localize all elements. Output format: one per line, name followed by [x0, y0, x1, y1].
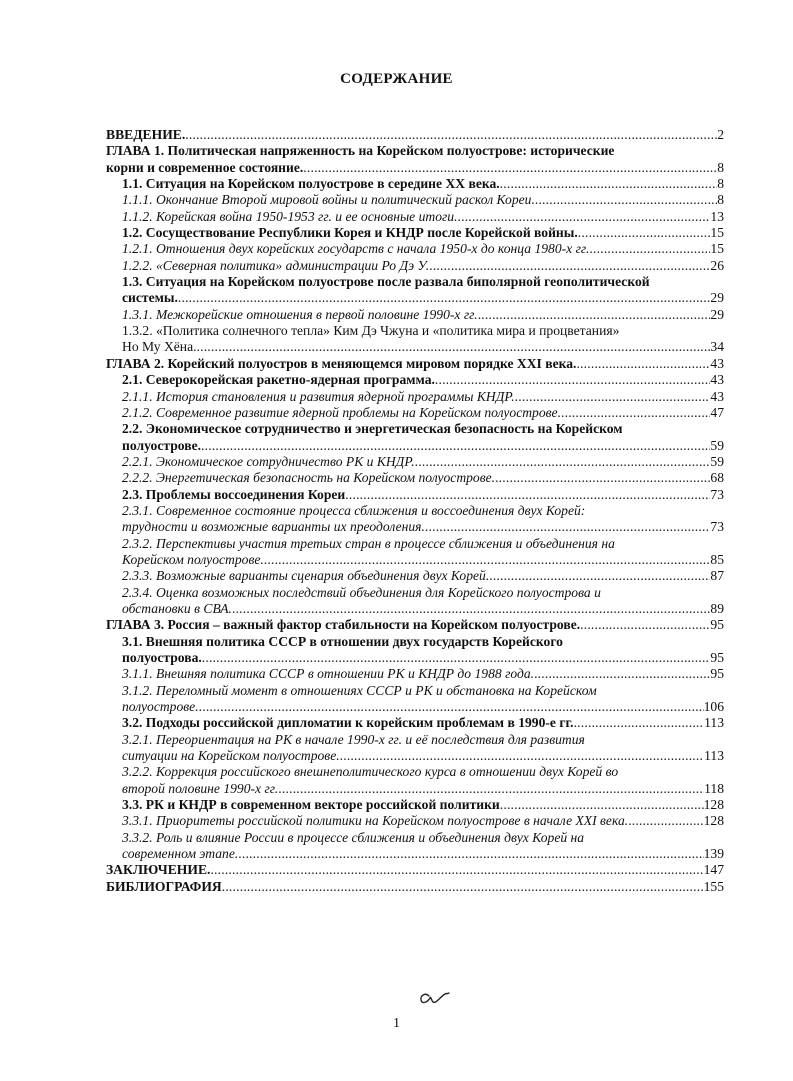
dot-leader [500, 176, 718, 192]
toc-entry[interactable] [106, 176, 724, 192]
toc-entry[interactable] [106, 568, 724, 584]
toc-entry[interactable] [106, 797, 724, 813]
handwritten-signature [418, 988, 450, 1008]
toc-entry-title-line: Корейском полуострове. [122, 551, 264, 567]
toc-entry-title-line: Но Му Хёна. [122, 339, 197, 355]
toc-entry-page: 43 [710, 372, 724, 388]
toc-entry-title-line: обстановки в СВА. [122, 600, 232, 616]
toc-entry-title-line: 2.2. Экономическое сотрудничество и энергетическая безопасность на Корейском [122, 421, 623, 437]
dot-leader [238, 846, 703, 862]
table-of-contents [106, 127, 724, 895]
toc-entry-page: 113 [704, 748, 724, 764]
toc-entry[interactable] [106, 274, 724, 307]
toc-entry-title-line: корни и современное состояние. [106, 159, 304, 175]
toc-entry-page: 13 [710, 208, 724, 224]
dot-leader [185, 127, 717, 143]
toc-entry-title-line: ВВЕДЕНИЕ. [106, 127, 186, 142]
toc-entry-title-line: 2.3.4. Оценка возможных последствий объединения для Корейского полуострова и [122, 584, 601, 600]
toc-entry-title-line: 2.3.3. Возможные варианты сценария объединения двух Корей. [122, 568, 490, 584]
toc-entry-title-line: 2.3.2. Перспективы участия третьих стран в процессе сближения и объединения на [122, 535, 615, 551]
toc-entry-page: 95 [710, 617, 724, 633]
toc-entry-title-line: 1.1.2. Корейская война 1950-1953 гг. и ее основные итоги. [122, 208, 458, 224]
toc-entry[interactable] [106, 862, 724, 878]
toc-entry-page: 87 [710, 568, 724, 584]
toc-entry[interactable] [106, 764, 724, 797]
toc-entry-page: 8 [717, 159, 724, 175]
toc-entry-title-line: 3.3.2. Роль и влияние России в процессе сближения и объединения двух Корей на [122, 829, 585, 845]
dot-leader [197, 339, 711, 355]
toc-entry-title-line: полуострова. [122, 650, 202, 665]
toc-entry[interactable] [106, 536, 724, 569]
toc-entry-page: 128 [703, 813, 724, 829]
toc-entry-page: 15 [710, 241, 724, 257]
dot-leader [589, 241, 710, 257]
dot-leader [628, 813, 703, 829]
toc-entry-page: 2 [717, 127, 724, 142]
toc-entry-title-line: 2.1.1. История становления и развития ядерной программы КНДР. [122, 388, 515, 404]
dot-leader [278, 781, 704, 797]
toc-entry-title-line: 2.3. Проблемы воссоединения Кореи [122, 486, 346, 502]
page-number: 1 [393, 1016, 400, 1031]
toc-entry[interactable] [106, 356, 724, 372]
dot-leader [535, 192, 717, 208]
dot-leader [303, 160, 717, 176]
toc-entry-page: 43 [710, 355, 724, 371]
toc-entry[interactable] [106, 454, 724, 470]
toc-entry-title-line: системы. [122, 290, 178, 306]
toc-entry[interactable] [106, 241, 724, 257]
dot-leader [435, 372, 711, 388]
toc-entry[interactable] [106, 209, 724, 225]
toc-entry-title-line: 3.1.1. Внешняя политика СССР в отношении РК и КНДР до 1988 года. [122, 666, 535, 682]
dot-leader [534, 666, 710, 682]
toc-entry-title-line: 2.2.1. Экономическое сотрудничество РК и КНДР. [122, 453, 415, 469]
toc-entry-title-line: 3.1. Внешняя политика СССР в отношении двух государств Корейского [122, 633, 563, 649]
toc-entry-title-line: 1.1. Ситуация на Корейском полуострове в середине XX века. [122, 176, 500, 192]
toc-entry[interactable] [106, 715, 724, 731]
toc-entry-page: 59 [710, 453, 724, 469]
dot-leader [478, 307, 711, 323]
toc-entry[interactable] [106, 143, 724, 176]
toc-entry[interactable] [106, 258, 724, 274]
dot-leader [425, 519, 711, 535]
toc-entry-title-line: 3.3.1. Приоритеты российской политики на Корейском полуострове в начале XXI века. [122, 813, 629, 829]
toc-entry-page: 106 [703, 699, 724, 715]
toc-entry-page: 34 [710, 339, 724, 355]
toc-entry[interactable] [106, 879, 724, 895]
dot-leader [500, 797, 704, 813]
toc-entry-title-line: 3.1.2. Переломный момент в отношениях СССР и РК и обстановка на Корейском [122, 682, 597, 698]
toc-entry[interactable] [106, 617, 724, 633]
toc-entry-title-line: полуострове. [122, 699, 199, 715]
toc-entry-page: 59 [710, 437, 724, 453]
toc-entry-title-line: ГЛАВА 1. Политическая напряженность на Корейском полуострове: исторические [106, 143, 615, 159]
toc-entry[interactable] [106, 323, 724, 356]
page-title: СОДЕРЖАНИЕ [340, 71, 453, 87]
toc-entry[interactable] [106, 470, 724, 486]
toc-entry[interactable] [106, 405, 724, 421]
toc-entry-title-line: 3.2.1. Переориентация на РК в начале 1990-х гг. и её последствия для развития [122, 731, 585, 747]
toc-entry[interactable] [106, 830, 724, 863]
toc-entry-page: 15 [710, 225, 724, 241]
toc-entry-page: 89 [710, 600, 724, 616]
toc-entry-title-line: полуострове. [122, 437, 202, 453]
dot-leader [561, 405, 710, 421]
toc-entry-title-line: 3.3. РК и КНДР в современном векторе российской политики [122, 797, 500, 813]
toc-entry[interactable] [106, 487, 724, 503]
toc-entry-title-line: 1.3. Ситуация на Корейском полуострове после развала биполярной геополитической [122, 274, 650, 290]
toc-entry-page: 73 [710, 519, 724, 535]
toc-entry-page: 43 [710, 388, 724, 404]
dot-leader [210, 862, 703, 878]
dot-leader [576, 356, 710, 372]
dot-leader [178, 290, 711, 306]
toc-entry[interactable] [106, 666, 724, 682]
toc-entry-title-line: 2.2.2. Энергетическая безопасность на Корейском полуострове. [122, 470, 496, 486]
toc-entry-page: 85 [710, 551, 724, 567]
dot-leader [495, 470, 710, 486]
dot-leader [232, 601, 710, 617]
dot-leader [458, 209, 711, 225]
toc-entry-page: 73 [710, 486, 724, 502]
toc-entry-page: 118 [704, 780, 724, 796]
dot-leader [202, 650, 711, 666]
dot-leader [574, 715, 705, 731]
toc-entry-title-line: ситуации на Корейском полуострове. [122, 748, 340, 764]
toc-entry-page: 68 [710, 470, 724, 486]
toc-entry-title-line: 1.2.1. Отношения двух корейских государств с начала 1950-х до конца 1980-х гг. [122, 241, 590, 257]
toc-entry-page: 155 [703, 878, 724, 894]
dot-leader [489, 568, 710, 584]
toc-entry-page: 128 [703, 797, 724, 813]
toc-entry-page: 8 [717, 192, 724, 208]
dot-leader [415, 454, 711, 470]
toc-entry-page: 113 [704, 715, 724, 731]
toc-entry-title-line: 2.3.1. Современное состояние процесса сближения и воссоединения двух Корей: [122, 502, 586, 518]
toc-entry-title-line: 1.1.1. Окончание Второй мировой войны и политический раскол Кореи. [122, 192, 535, 208]
toc-entry[interactable] [106, 585, 724, 618]
toc-entry-page: 8 [717, 176, 724, 192]
toc-entry-page: 26 [710, 257, 724, 273]
dot-leader [199, 699, 704, 715]
dot-leader [201, 438, 710, 454]
dot-leader [340, 748, 704, 764]
toc-entry-title-line: ГЛАВА 3. Россия – важный фактор стабильности на Корейском полуострове. [106, 617, 581, 633]
toc-entry-page: 29 [710, 290, 724, 306]
toc-entry[interactable] [106, 225, 724, 241]
toc-entry-title-line: ЗАКЛЮЧЕНИЕ. [106, 862, 211, 878]
toc-entry-title-line: 3.2.2. Коррекция российского внешнеполитического курса в отношении двух Корей во [122, 764, 619, 780]
toc-entry-title-line: ГЛАВА 2. Корейский полуостров в меняющемся мировом порядке XXI века. [106, 355, 577, 371]
toc-entry-page: 29 [710, 306, 724, 322]
toc-entry-title-line: 1.3.1. Межкорейские отношения в первой половине 1990-х гг. [122, 306, 478, 322]
toc-entry-title-line: 1.2. Сосуществование Республики Корея и КНДР после Корейской войны. [122, 225, 578, 241]
toc-entry-title-line: современном этапе. [122, 846, 239, 862]
toc-entry-title-line: 2.1.2. Современное развитие ядерной проблемы на Корейском полуострове. [122, 404, 561, 420]
dot-leader [345, 487, 710, 503]
toc-entry[interactable] [106, 683, 724, 716]
toc-entry[interactable] [106, 372, 724, 388]
dot-leader [578, 225, 711, 241]
toc-entry-page: 95 [710, 666, 724, 682]
dot-leader [429, 258, 710, 274]
toc-entry-title-line: 1.2.2. «Северная политика» администрации Ро Дэ У. [122, 257, 430, 273]
dot-leader [515, 389, 711, 405]
toc-entry[interactable] [106, 127, 724, 143]
dot-leader [580, 617, 710, 633]
dot-leader [264, 552, 711, 568]
toc-entry[interactable] [106, 389, 724, 405]
toc-entry-title-line: 3.2. Подходы российской дипломатии к корейским проблемам в 1990-е гг. [122, 715, 574, 731]
toc-entry[interactable] [106, 732, 724, 765]
toc-entry[interactable] [106, 307, 724, 323]
toc-entry-title-line: БИБЛИОГРАФИЯ [106, 878, 222, 894]
toc-entry[interactable] [106, 421, 724, 454]
toc-entry-title-line: 2.1. Северокорейская ракетно-ядерная программа. [122, 372, 435, 388]
toc-entry-page: 139 [703, 846, 724, 862]
toc-entry-title-line: трудности и возможные варианты их преодоления. [122, 519, 425, 535]
toc-entry[interactable] [106, 192, 724, 208]
toc-entry-page: 147 [703, 862, 724, 878]
toc-entry-title-line: 1.3.2. «Политика солнечного тепла» Ким Дэ Чжуна и «политика мира и процветания» [122, 323, 620, 339]
toc-entry-title-line: второй половине 1990-х гг. [122, 780, 279, 796]
toc-entry[interactable] [106, 813, 724, 829]
toc-entry[interactable] [106, 634, 724, 667]
toc-entry-page: 47 [710, 404, 724, 420]
toc-entry[interactable] [106, 503, 724, 536]
dot-leader [222, 879, 704, 895]
toc-entry-page: 95 [710, 650, 724, 665]
